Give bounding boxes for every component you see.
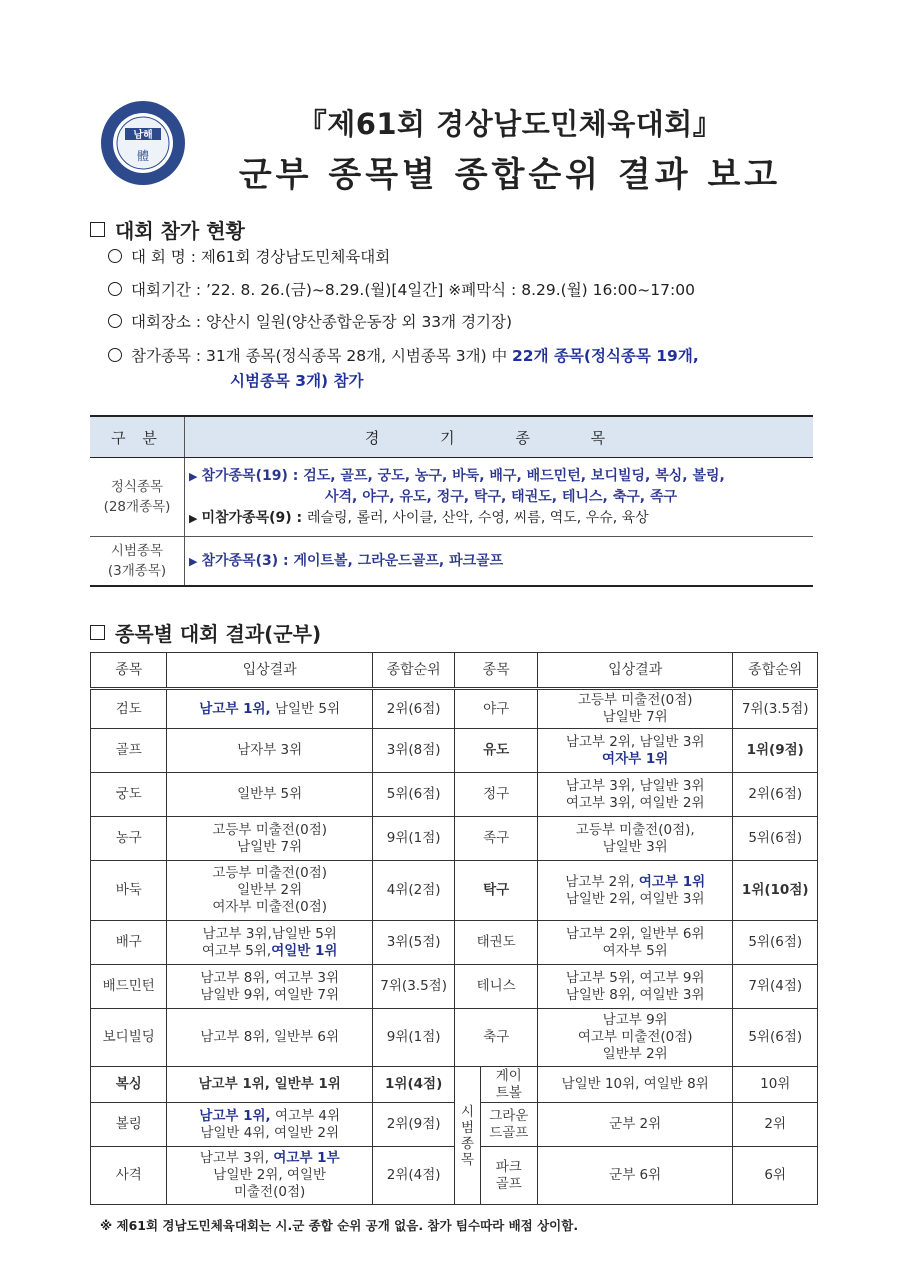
triangle-bullet-icon: ▶ [189, 554, 198, 568]
table-cell: 농구 [91, 817, 167, 861]
table-cell: 남고부 3위, 남일반 3위 여고부 3위, 여일반 2위 [537, 773, 733, 817]
title-line2: 군부 종목별 종합순위 결과 보고 [238, 155, 782, 195]
document-title [200, 102, 820, 196]
table-cell: 남고부 5위, 여고부 9위 남일반 8위, 여일반 3위 [537, 965, 733, 1009]
table-cell: 9위(1점) [372, 817, 455, 861]
table-row [91, 1067, 818, 1103]
section1-heading: 대회 참가 현황 [90, 215, 245, 244]
table-cell: 궁도 [91, 773, 167, 817]
table-cell: 사격 [91, 1147, 167, 1205]
svg-text:體: 體 [136, 149, 150, 163]
namhae-sports-council-logo [100, 100, 186, 186]
table-row [91, 1009, 818, 1067]
table-cell: 남고부 3위,남일반 5위 여고부 5위,여일반 1위 [167, 921, 372, 965]
section2-heading: 종목별 대회 결과(군부) [90, 618, 321, 647]
table-cell: 볼링 [91, 1103, 167, 1147]
table-cell: 고등부 미출전(0점), 남일반 3위 [537, 817, 733, 861]
table-cell: 남고부 8위, 일반부 6위 [167, 1009, 372, 1067]
info-item-venue: 대회장소 : 양산시 일원(양산종합운동장 외 33개 경기장) [108, 312, 512, 332]
demo-event-parkgolf: 파크 골프 [480, 1147, 537, 1205]
table-cell: 야구 [455, 689, 538, 729]
table-row [91, 773, 818, 817]
table-row [91, 689, 818, 729]
table-cell: 배구 [91, 921, 167, 965]
participation-table [90, 415, 813, 587]
table-header: 입상결과 [537, 653, 733, 689]
table-cell: 남고부 2위, 남일반 3위 여자부 1위 [537, 729, 733, 773]
table-header: 종목 [455, 653, 538, 689]
table-cell: 배드민턴 [91, 965, 167, 1009]
table-cell: 고등부 미출전(0점) 남일반 7위 [537, 689, 733, 729]
table-cell: 바둑 [91, 861, 167, 921]
table-cell: 축구 [455, 1009, 538, 1067]
circle-bullet-icon [108, 249, 122, 263]
triangle-bullet-icon: ▶ [189, 511, 198, 525]
table-cell: 2위(9점) [372, 1103, 455, 1147]
table-header: 경 기 종 목 [185, 416, 814, 458]
demo-label-text: 시 범 종 목 [460, 1103, 475, 1168]
table-cell: 남자부 3위 [167, 729, 372, 773]
table-cell: 10위 [733, 1067, 818, 1103]
table-row [91, 921, 818, 965]
table-cell: 테니스 [455, 965, 538, 1009]
table-header: 종합순위 [372, 653, 455, 689]
table-cell: 고등부 미출전(0점) 일반부 2위 여자부 미출전(0점) [167, 861, 372, 921]
circle-bullet-icon [108, 282, 122, 296]
triangle-bullet-icon: ▶ [189, 469, 198, 483]
demo-event-gateball: 게이 트볼 [480, 1067, 537, 1103]
table-cell: 4위(2점) [372, 861, 455, 921]
table-row [91, 729, 818, 773]
circle-bullet-icon [108, 314, 122, 328]
table-row [91, 1103, 818, 1147]
table-cell: 남고부 8위, 여고부 3위 남일반 9위, 여일반 7위 [167, 965, 372, 1009]
table-row [91, 817, 818, 861]
table-cell: 유도 [455, 729, 538, 773]
table-cell: 남일반 10위, 여일반 8위 [537, 1067, 733, 1103]
info-item-events: 참가종목 : 31개 종목(정식종목 28개, 시범종목 3개) 中 22개 종목(정식종목 19개, 시범종목 3개) 참가 [108, 344, 699, 394]
table-header: 구 분 [90, 416, 185, 458]
table-cell: 고등부 미출전(0점) 남일반 7위 [167, 817, 372, 861]
table-cell: 1위(4점) [372, 1067, 455, 1103]
table-cell: 남고부 9위 여고부 미출전(0점) 일반부 2위 [537, 1009, 733, 1067]
table-cell: 시범종목 (3개종목) [90, 537, 185, 587]
table-cell: 5위(6점) [372, 773, 455, 817]
table-cell: 일반부 5위 [167, 773, 372, 817]
table-row [91, 1147, 818, 1205]
table-cell: 2위(6점) [733, 773, 818, 817]
table-cell: 태권도 [455, 921, 538, 965]
info-item-name: 대 회 명 : 제61회 경상남도민체육대회 [108, 247, 390, 267]
table-cell: 보디빌딩 [91, 1009, 167, 1067]
table-cell: 2위(4점) [372, 1147, 455, 1205]
table-cell: 2위(6점) [372, 689, 455, 729]
table-cell: 남고부 2위, 일반부 6위 여자부 5위 [537, 921, 733, 965]
table-header: 종합순위 [733, 653, 818, 689]
table-cell: 남고부 2위, 여고부 1위 남일반 2위, 여일반 3위 [537, 861, 733, 921]
demo-events-label [455, 1067, 480, 1205]
table-cell: 남고부 1위, 여고부 4위 남일반 4위, 여일반 2위 [167, 1103, 372, 1147]
table-cell: 5위(6점) [733, 817, 818, 861]
table-cell: 1위(10점) [733, 861, 818, 921]
table-cell: 7위(3.5점) [733, 689, 818, 729]
table-cell: ▶ 참가종목(19) : 검도, 골프, 궁도, 농구, 바둑, 배구, 배드민턴, 보디빌딩, 복싱, 볼링, 사격, 야구, 유도, 정구, 탁구, 태권도, 테니스, 축구, 족구 ▶ 미참가종목(9) : 레슬링, 롤러, 사이클, 산악, 수영, 씨름, 역도, 우슈, 육상 [185, 458, 814, 537]
table-header: 종목 [91, 653, 167, 689]
table-cell: 3위(8점) [372, 729, 455, 773]
table-cell: 5위(6점) [733, 1009, 818, 1067]
table-cell: 7위(3.5점) [372, 965, 455, 1009]
table-row [91, 965, 818, 1009]
table-cell: 3위(5점) [372, 921, 455, 965]
table-cell: 남고부 1위, 남일반 5위 [167, 689, 372, 729]
table-cell: 정식종목 (28개종목) [90, 458, 185, 537]
title-line1: 『제61회 경상남도민체육대회』 [297, 107, 723, 141]
table-cell: 골프 [91, 729, 167, 773]
table-cell: 정구 [455, 773, 538, 817]
table-cell: 1위(9점) [733, 729, 818, 773]
demo-event-groundgolf: 그라운 드골프 [480, 1103, 537, 1147]
info-item-period: 대회기간 : ’22. 8. 26.(금)~8.29.(월)[4일간] ※폐막식 : 8.29.(월) 16:00~17:00 [108, 280, 695, 300]
table-cell: 군부 6위 [537, 1147, 733, 1205]
table-cell: 9위(1점) [372, 1009, 455, 1067]
logo-text: 남해 [133, 130, 153, 141]
table-cell: ▶ 참가종목(3) : 게이트볼, 그라운드골프, 파크골프 [185, 537, 814, 587]
table-header: 입상결과 [167, 653, 372, 689]
square-bullet-icon [90, 625, 105, 640]
table-cell: 검도 [91, 689, 167, 729]
footer-note: ※ 제61회 경남도민체육대회는 시.군 종합 순위 공개 없음. 참가 팀수따라 배점 상이함. [100, 1218, 579, 1233]
table-cell: 5위(6점) [733, 921, 818, 965]
results-table [90, 652, 818, 1205]
table-cell: 2위 [733, 1103, 818, 1147]
table-row [90, 537, 813, 587]
table-cell: 남고부 3위, 여고부 1부 남일반 2위, 여일반 미출전(0점) [167, 1147, 372, 1205]
table-row [90, 458, 813, 537]
table-row [91, 861, 818, 921]
table-cell: 남고부 1위, 일반부 1위 [167, 1067, 372, 1103]
circle-bullet-icon [108, 348, 122, 362]
table-cell: 족구 [455, 817, 538, 861]
square-bullet-icon [90, 222, 105, 237]
table-cell: 6위 [733, 1147, 818, 1205]
table-cell: 군부 2위 [537, 1103, 733, 1147]
table-cell: 탁구 [455, 861, 538, 921]
table-cell: 복싱 [91, 1067, 167, 1103]
table-cell: 7위(4점) [733, 965, 818, 1009]
